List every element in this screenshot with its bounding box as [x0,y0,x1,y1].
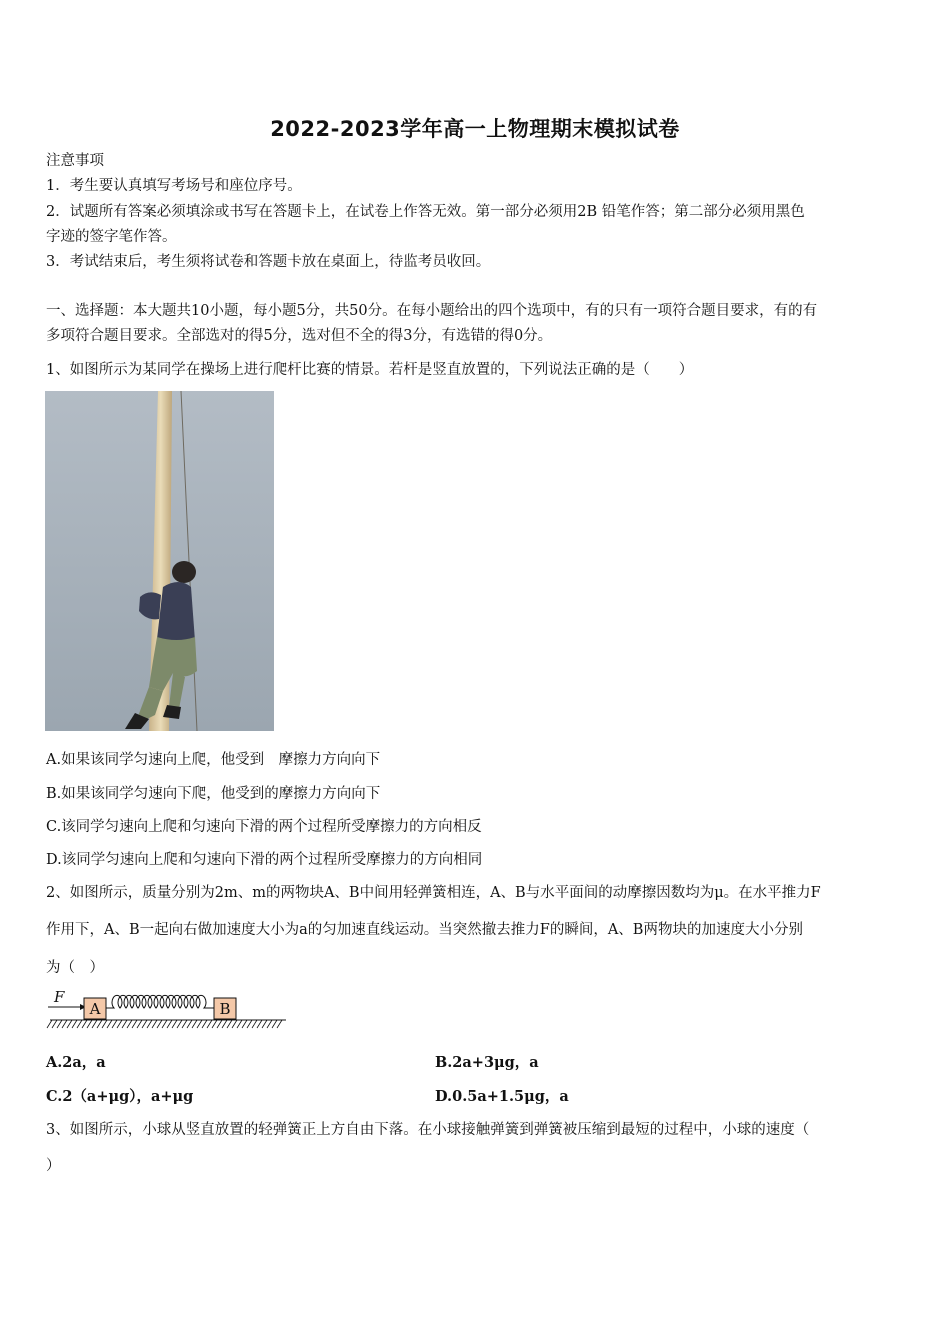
question-2-stem: 为（ ） [46,960,104,976]
question-2-option: C.2（a+μg），a+μg [46,1088,194,1105]
question-1-option: C.该同学匀速向上爬和匀速向下滑的两个过程所受摩擦力的方向相反 [46,819,482,835]
block-a-label: A [89,1000,101,1018]
block-b-label: B [219,1000,231,1018]
page-title: 2022-2023学年高一上物理期末模拟试卷 [270,117,680,141]
pole-climbing-photo [45,391,274,731]
question-3-stem: 3、如图所示，小球从竖直放置的轻弹簧正上方自由下落。在小球接触弹簧到弹簧被压缩到最短的过程中，小球的速度（ [46,1122,810,1138]
question-2-option: B.2a+3μg，a [435,1054,539,1071]
force-label: F [54,988,65,1006]
spring-icon [106,995,214,1008]
question-1-stem: 1、如图所示为某同学在操场上进行爬杆比赛的情景。若杆是竖直放置的，下列说法正确的是（ ） [46,362,694,378]
question-2-option: D.0.5a+1.5μg，a [435,1088,569,1105]
ground-hatching [47,1020,282,1028]
question-2-stem: 2、如图所示，质量分别为2m、m的两物块A、B中间用轻弹簧相连，A、B与水平面间的动摩擦因数均为μ。在水平推力F [46,885,821,901]
notice-item: 1．考生要认真填写考场号和座位序号。 [46,178,302,194]
question-2-option: A.2a，a [46,1054,106,1071]
question-1-option: D.该同学匀速向上爬和匀速向下滑的两个过程所受摩擦力的方向相同 [46,852,483,868]
question-1-option: B.如果该同学匀速向下爬，他受到的摩擦力方向向下 [46,786,381,802]
question-2-stem: 作用下，A、B一起向右做加速度大小为a的匀加速直线运动。当突然撤去推力F的瞬间，A、B两物块的加速度大小分别 [46,922,803,938]
notice-item: 2．试题所有答案必须填涂或书写在答题卡上，在试卷上作答无效。第一部分必须用2B 铅笔作答；第二部分必须用黑色 [46,204,805,220]
question-1-option: A.如果该同学匀速向上爬，他受到 摩擦力方向向下 [46,752,381,768]
spring-blocks-diagram [46,986,290,1034]
notice-heading: 注意事项 [46,153,104,169]
question-3-stem: ） [46,1158,61,1174]
notice-item: 字迹的签字笔作答。 [46,229,177,245]
section-instructions: 一、选择题：本大题共10小题，每小题5分，共50分。在每小题给出的四个选项中，有的只有一项符合题目要求，有的有 [46,303,818,319]
section-instructions: 多项符合题目要求。全部选对的得5分，选对但不全的得3分，有选错的得0分。 [46,328,553,344]
notice-item: 3．考试结束后，考生须将试卷和答题卡放在桌面上，待监考员收回。 [46,254,491,270]
